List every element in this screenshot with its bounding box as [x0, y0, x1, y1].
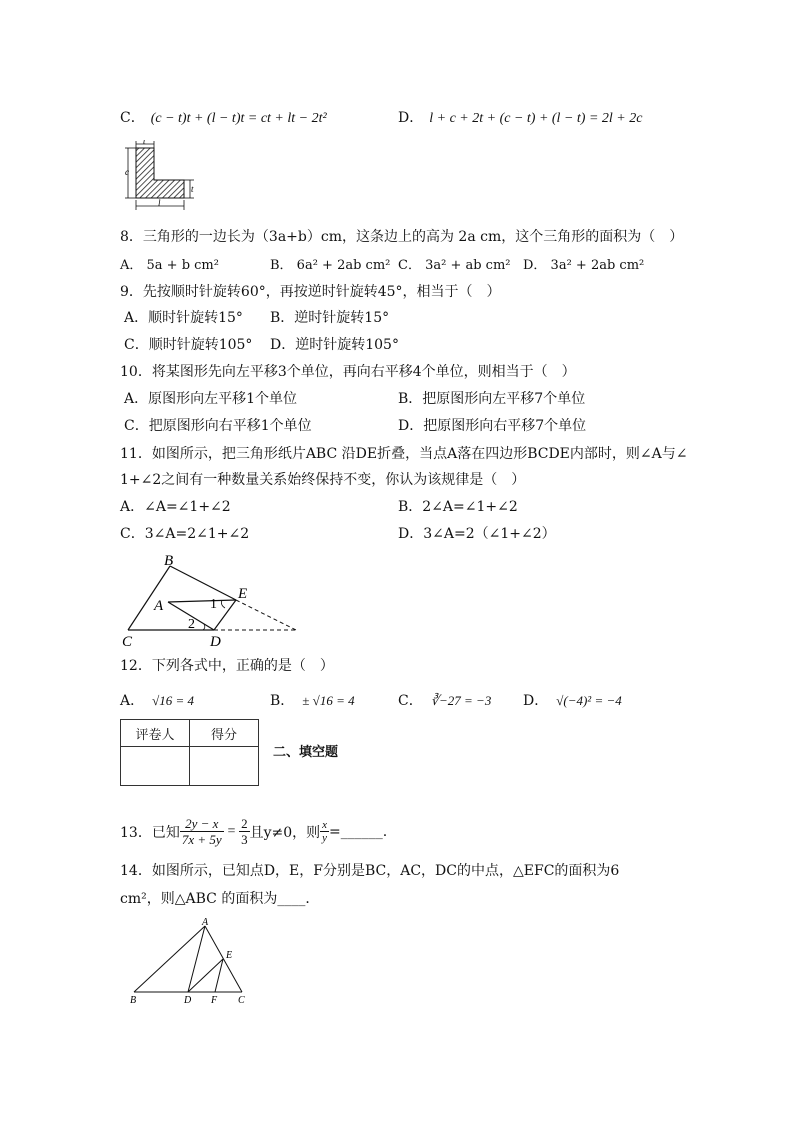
q13-answer-blank[interactable]: =______.	[329, 823, 388, 840]
q11-fig-label-a: A	[154, 598, 164, 614]
q11-fig-label-d: D	[210, 634, 221, 650]
q14-stem-line2: cm²，则△ABC 的面积为____．	[120, 891, 320, 907]
q10-stem: 10．将某图形先向左平移3个单位，再向右平移4个单位，则相当于（ ）	[120, 364, 576, 380]
q7-option-c: C． (c − t)t + (l − t)t = ct + lt − 2t²	[120, 110, 327, 126]
q10-option-a: A．原图形向左平移1个单位	[124, 391, 298, 407]
q11-fold-triangle-figure	[118, 550, 308, 650]
q12-stem: 12．下列各式中，正确的是（ ）	[120, 658, 334, 674]
q11-stem-line2: 1+∠2之间有一种数量关系始终保持不变，你认为该规律是（ ）	[120, 472, 526, 488]
q14-fig-label-f: F	[211, 995, 218, 1006]
q14-fig-label-b: B	[130, 995, 137, 1006]
score-table-header-grader: 评卷人	[121, 720, 190, 747]
q11-option-b: B．2∠A=∠1+∠2	[398, 499, 518, 515]
q14-stem-line1: 14．如图所示，已知点D，E，F分别是BC，AC，DC的中点，△EFC的面积为6	[120, 863, 620, 879]
q11-fig-label-c: C	[122, 634, 133, 650]
q13-fraction-main: $\frac{2y - x}{7x + 5y}$	[181, 816, 222, 847]
score-table-score-cell[interactable]	[190, 747, 259, 786]
q11-option-c: C．3∠A=2∠1+∠2	[120, 526, 250, 542]
q7-option-d: D． l + c + 2t + (c − t) + (l − t) = 2l + 2c	[398, 110, 643, 126]
q14-fig-label-e: E	[226, 950, 233, 961]
q9-stem: 9．先按顺时针旋转60°，再按逆时针旋转45°，相当于（ ）	[120, 284, 501, 300]
q9-option-c: C．顺时针旋转105°	[124, 337, 253, 353]
q7-fig-label-t-top: t	[143, 140, 146, 146]
q10-option-b: B．把原图形向左平移7个单位	[398, 391, 586, 407]
q8-option-a: A． 5a + b cm²	[120, 258, 219, 273]
section-title-fill-in: 二、填空题	[273, 745, 339, 760]
q14-triangle-figure	[122, 916, 257, 1006]
q11-fig-label-b: B	[164, 553, 174, 569]
q11-fig-label-e: E	[238, 586, 248, 602]
q10-option-c: C．把原图形向右平移1个单位	[124, 418, 312, 434]
q14-fig-label-c: C	[238, 995, 245, 1006]
score-table-header-score: 得分	[190, 720, 259, 747]
q13-line: 13．已知 $\frac{2y - x}{7x + 5y}$ = $\frac{2}{3}$ 且y≠0，则 $\frac{x}{y}$ =______.	[120, 816, 388, 847]
q8-option-d: D． 3a² + 2ab cm²	[523, 258, 645, 273]
q11-stem-line1: 11．如图所示，把三角形纸片ABC 沿DE折叠，当点A落在四边形BCDE内部时，则∠A与∠	[120, 446, 688, 462]
q12-option-a: A． √16 = 4	[120, 693, 195, 709]
q7-fig-label-l: l	[158, 198, 161, 208]
q7-l-shape-figure	[118, 140, 198, 212]
q14-fig-label-d: D	[184, 995, 192, 1006]
q11-option-d: D．3∠A=2（∠1+∠2）	[398, 526, 556, 542]
q13-fraction-x-over-y: $\frac{x}{y}$	[322, 819, 328, 844]
q12-option-d: D． √(−4)² = −4	[523, 693, 622, 709]
q7-fig-label-c: c	[125, 167, 129, 177]
q9-option-b: B．逆时针旋转15°	[270, 310, 390, 326]
q9-option-d: D．逆时针旋转105°	[270, 337, 399, 353]
q8-option-b: B． 6a² + 2ab cm²	[270, 258, 391, 273]
score-table	[120, 719, 259, 786]
q10-option-d: D．把原图形向右平移7个单位	[398, 418, 587, 434]
q11-option-a: A．∠A=∠1+∠2	[120, 499, 231, 515]
q13-fraction-two-thirds: $\frac{2}{3}$	[241, 816, 248, 847]
q11-fig-label-2: 2	[188, 617, 195, 632]
q11-fig-label-1: 1	[210, 597, 217, 612]
score-table-grader-cell[interactable]	[121, 747, 190, 786]
q12-option-b: B． ± √16 = 4	[270, 693, 355, 709]
q9-option-a: A．顺时针旋转15°	[124, 310, 243, 326]
q7-fig-label-t-right: t	[191, 184, 194, 194]
q12-option-c: C． ∛−27 = −3	[398, 693, 492, 709]
q8-option-c: C． 3a² + ab cm²	[398, 258, 511, 273]
q8-stem: 8．三角形的一边长为（3a+b）cm，这条边上的高为 2a cm，这个三角形的面积为（ ）	[120, 229, 684, 245]
q14-fig-label-a: A	[202, 917, 209, 928]
